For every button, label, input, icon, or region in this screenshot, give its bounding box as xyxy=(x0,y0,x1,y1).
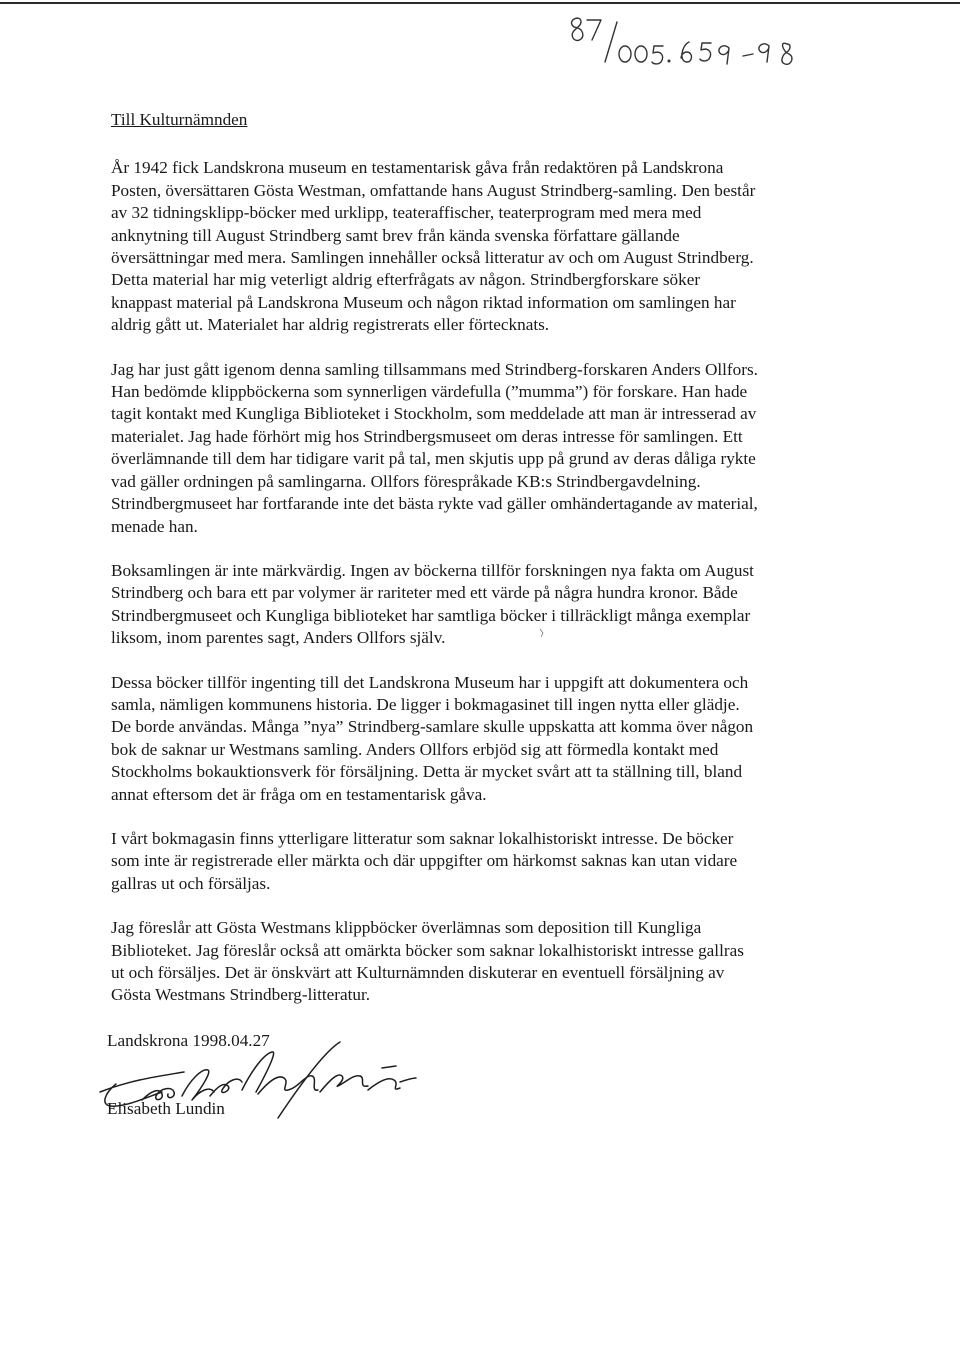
handwritten-reference-number xyxy=(565,12,825,72)
paragraph-line: Jag har just gått igenom denna samling tillsammans med Strindberg-forskaren Anders Ollfors. xyxy=(111,359,758,379)
paragraph-line: överlämnande till dem har tidigare varit på tal, men skjutis upp på grund av deras dåliga rykte xyxy=(111,449,756,469)
paragraph-3 xyxy=(111,560,871,650)
paragraph-line: Gösta Westmans Strindberg-litteratur. xyxy=(111,985,371,1005)
paragraph-line: År 1942 fick Landskrona museum en testamentarisk gåva från redaktören på Landskrona xyxy=(111,158,724,178)
paragraph-line: Jag föreslår att Gösta Westmans klippböcker överlämnas som deposition till Kungliga xyxy=(111,918,702,938)
paragraph-line: Strindbergmuseet och Kungliga biblioteket har samtliga böcker i tillräckligt många exemplar xyxy=(111,605,751,625)
paragraph-line: annat eftersom det är fråga om en testamentarisk gåva. xyxy=(111,784,487,804)
paragraph-line: knappast material på Landskrona Museum och någon riktad information om samlingen har xyxy=(111,292,736,312)
paragraph-line: bok de saknar ur Westmans samling. Anders Ollfors erbjöd sig att förmedla kontakt med xyxy=(111,739,719,759)
paragraph-line: materialet. Jag hade förhört mig hos Strindbergsmuseet om deras intresse för samlingen. Ett xyxy=(111,426,743,446)
signer-name: Elisabeth Lundin xyxy=(107,1099,225,1118)
paragraph-line: Boksamlingen är inte märkvärdig. Ingen av böckerna tillför forskningen nya fakta om August xyxy=(111,560,754,580)
paragraph-4 xyxy=(111,672,871,806)
paragraph-line: vad gäller ordningen på samlingarna. Ollfors förespråkade KB:s Strindbergavdelning. xyxy=(111,471,701,491)
paragraph-line: De borde användas. Många ”nya” Strindberg-samlare skulle uppskatta att komma över någon xyxy=(111,717,754,737)
place-date: Landskrona 1998.04.27 xyxy=(107,1031,270,1050)
paragraph-line: menade han. xyxy=(111,516,198,536)
paragraph-line: gallras ut och försäljas. xyxy=(111,873,271,893)
paragraph-line: ut och försäljes. Det är önskvärt att Kulturnämnden diskuterar en eventuell försäljning av xyxy=(111,963,725,982)
paragraph-line: aldrig gått ut. Materialet har aldrig registrerats eller förtecknats. xyxy=(111,315,550,335)
paragraph-line: Strindbergmuseet har fortfarande inte det bästa rykte vad gäller omhändertagande av material, xyxy=(111,494,758,514)
paragraph-line: Posten, översättaren Gösta Westman, omfattande hans August Strindberg-samling. Den består xyxy=(111,180,756,200)
paragraph-line: av 32 tidningsklipp-böcker med urklipp, teateraffischer, teaterprogram med mera med xyxy=(111,203,702,223)
paragraph-line: Strindberg och bara ett par volymer är rariteter med ett värde på några hundra kronor. Både xyxy=(111,583,738,603)
paragraph-1 xyxy=(111,157,871,336)
paragraph-line: Detta material har mig veterligt aldrig efterfrågats av någon. Strindbergforskare söker xyxy=(111,270,701,290)
paragraph-line: liksom, inom parentes sagt, Anders Ollfors själv. xyxy=(111,628,446,648)
paragraph-line: Dessa böcker tillför ingenting till det Landskrona Museum har i uppgift att dokumentera och xyxy=(111,672,749,692)
salutation: Till Kulturnämnden xyxy=(111,110,248,129)
paragraph-line: Stockholms bokauktionsverk för försäljning. Detta är mycket svårt att ta ställning till, bland xyxy=(111,762,743,782)
paragraph-line: som inte är registrerade eller märkta och där uppgifter om härkomst saknas kan utan vidare xyxy=(111,851,738,871)
paragraph-6 xyxy=(111,917,871,1007)
scan-speck xyxy=(538,628,546,638)
paragraph-line: I vårt bokmagasin finns ytterligare litteratur som saknar lokalhistoriskt intresse. De böcker xyxy=(111,828,734,848)
page-top-rule xyxy=(0,2,960,4)
paragraph-line: tagit kontakt med Kungliga Biblioteket i Stockholm, som meddelade att man är intresserad av xyxy=(111,404,757,424)
paragraph-line: samla, nämligen kommunens historia. De ligger i bokmagasinet till ingen nytta eller glädje. xyxy=(111,694,740,714)
paragraph-line: anknytning till August Strindberg samt brev från kända svenska författare gällande xyxy=(111,225,680,245)
paragraph-line: översättningar med mera. Samlingen innehåller också litteratur av och om August Strindberg. xyxy=(111,248,754,268)
paragraph-line: Biblioteket. Jag föreslår också att omärkta böcker som saknar lokalhistoriskt intresse gallras xyxy=(111,940,744,960)
paragraph-5 xyxy=(111,828,871,895)
paragraph-2 xyxy=(111,359,871,538)
paragraph-line: Han bedömde klippböckerna som synnerligen värdefulla (”mumma”) för forskare. Han hade xyxy=(111,382,748,402)
handwritten-reference-drawing xyxy=(565,12,825,72)
letter-body xyxy=(111,109,871,1029)
